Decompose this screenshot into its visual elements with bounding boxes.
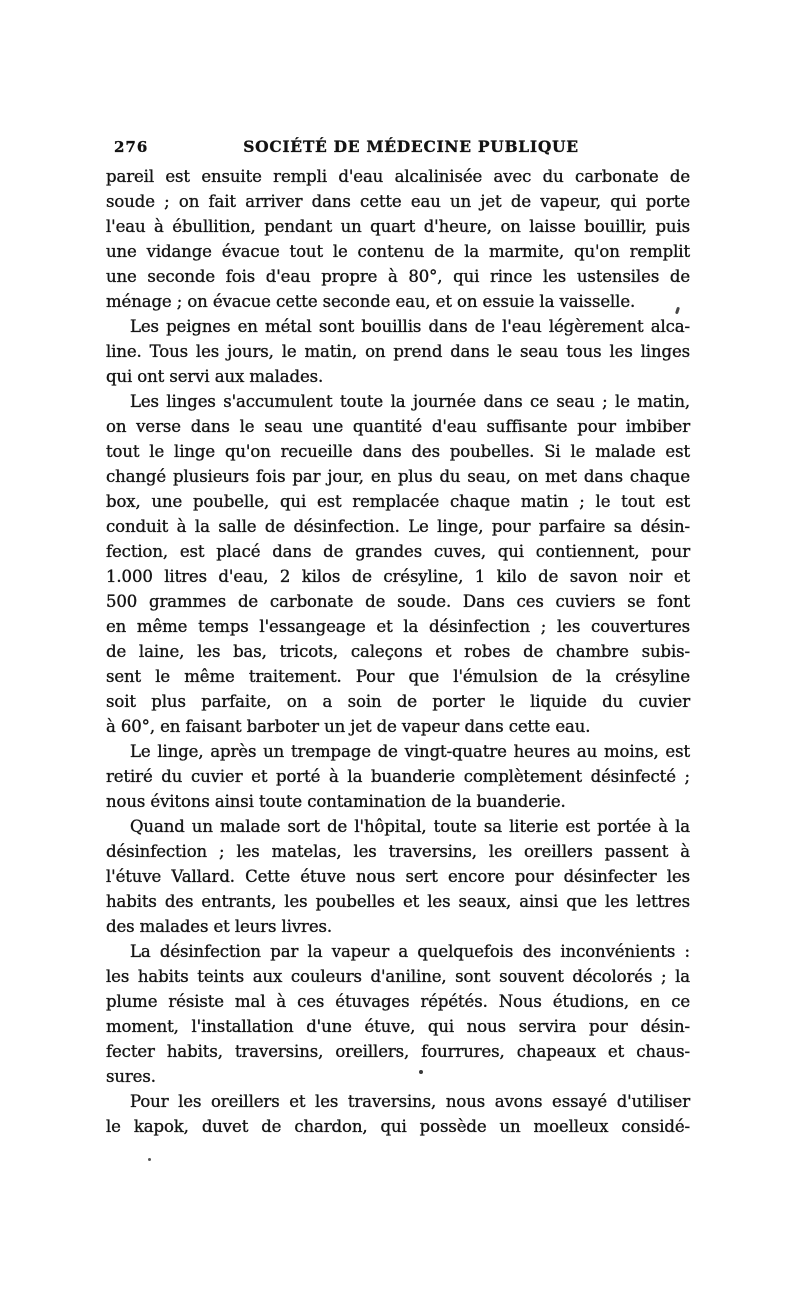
text-line: retiré du cuvier et porté à la buanderie complètement désinfecté ;	[106, 767, 690, 786]
text-line: Les linges s'accumulent toute la journée dans ce seau ; le matin,	[130, 392, 690, 411]
text-line: pareil est ensuite rempli d'eau alcalinisée avec du carbonate de	[106, 167, 690, 186]
text-line: on verse dans le seau une quantité d'eau suffisante pour imbiber	[106, 417, 690, 436]
text-line: sent le même traitement. Pour que l'émulsion de la crésyline	[106, 667, 690, 686]
text-line: sures.	[106, 1067, 156, 1086]
page-header	[106, 137, 690, 159]
text-line: changé plusieurs fois par jour, en plus du seau, on met dans chaque	[106, 467, 690, 486]
text-line: l'étuve Vallard. Cette étuve nous sert encore pour désinfecter les	[106, 867, 690, 886]
text-line: box, une poubelle, qui est remplacée chaque matin ; le tout est	[106, 492, 690, 511]
paragraph	[106, 1089, 690, 1139]
text-line: 500 grammes de carbonate de soude. Dans ces cuviers se font	[106, 592, 690, 611]
text-line: fection, est placé dans de grandes cuves, qui contiennent, pour	[106, 542, 690, 561]
body-text	[106, 164, 690, 1139]
text-line: habits des entrants, les poubelles et les seaux, ainsi que les lettres	[106, 892, 690, 911]
scan-speck	[148, 1158, 151, 1161]
text-line: Le linge, après un trempage de vingt-quatre heures au moins, est	[130, 742, 690, 761]
text-line: le kapok, duvet de chardon, qui possède un moelleux considé-	[106, 1117, 690, 1136]
text-line: à 60°, en faisant barboter un jet de vapeur dans cette eau.	[106, 717, 591, 736]
text-line: 1.000 litres d'eau, 2 kilos de crésyline, 1 kilo de savon noir et	[106, 567, 690, 586]
text-line: en même temps l'essangeage et la désinfection ; les couvertures	[106, 617, 690, 636]
text-line: qui ont servi aux malades.	[106, 367, 324, 386]
running-title: SOCIÉTÉ DE MÉDECINE PUBLIQUE	[243, 137, 579, 156]
text-line: line. Tous les jours, le matin, on prend dans le seau tous les linges	[106, 342, 690, 361]
text-line: plume résiste mal à ces étuvages répétés. Nous étudions, en ce	[106, 992, 690, 1011]
text-line: l'eau à ébullition, pendant un quart d'heure, on laisse bouillir, puis	[106, 217, 690, 236]
text-line: désinfection ; les matelas, les traversins, les oreillers passent à	[106, 842, 690, 861]
text-line: Pour les oreillers et les traversins, nous avons essayé d'utiliser	[130, 1092, 690, 1111]
paragraph	[106, 739, 690, 814]
text-line: ménage ; on évacue cette seconde eau, et on essuie la vaisselle.	[106, 292, 636, 311]
text-line: conduit à la salle de désinfection. Le linge, pour parfaire sa désin-	[106, 517, 690, 536]
paragraph	[106, 939, 690, 1089]
page-number: 276	[114, 138, 149, 156]
text-line: des malades et leurs livres.	[106, 917, 333, 936]
text-line: Quand un malade sort de l'hôpital, toute sa literie est portée à la	[130, 817, 690, 836]
paragraph	[106, 164, 690, 314]
text-line: moment, l'installation d'une étuve, qui nous servira pour désin-	[106, 1017, 690, 1036]
text-line: une vidange évacue tout le contenu de la marmite, qu'on remplit	[106, 242, 690, 261]
paragraph	[106, 314, 690, 389]
scan-speck	[419, 1070, 423, 1074]
text-line: tout le linge qu'on recueille dans des poubelles. Si le malade est	[106, 442, 690, 461]
text-line: Les peignes en métal sont bouillis dans de l'eau légèrement alca-	[130, 317, 690, 336]
paragraph	[106, 814, 690, 939]
text-line: nous évitons ainsi toute contamination de la buanderie.	[106, 792, 566, 811]
text-line: fecter habits, traversins, oreillers, fourrures, chapeaux et chaus-	[106, 1042, 690, 1061]
paragraph	[106, 389, 690, 739]
text-line: une seconde fois d'eau propre à 80°, qui rince les ustensiles de	[106, 267, 690, 286]
text-line: soude ; on fait arriver dans cette eau un jet de vapeur, qui porte	[106, 192, 690, 211]
text-line: de laine, les bas, tricots, caleçons et robes de chambre subis-	[106, 642, 690, 661]
text-line: La désinfection par la vapeur a quelquefois des inconvénients :	[130, 942, 690, 961]
text-line: les habits teints aux couleurs d'aniline, sont souvent décolorés ; la	[106, 967, 690, 986]
text-line: soit plus parfaite, on a soin de porter le liquide du cuvier	[106, 692, 690, 711]
